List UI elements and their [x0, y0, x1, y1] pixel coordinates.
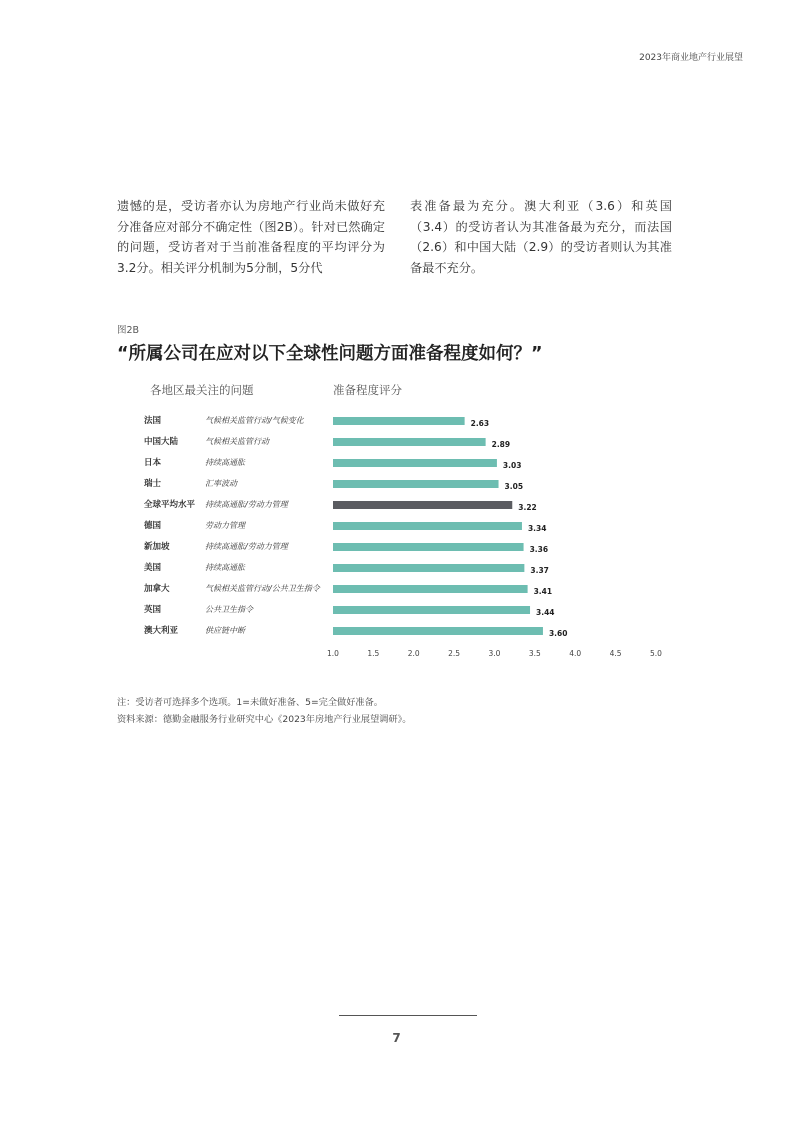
data-label: 2.63: [470, 419, 490, 428]
category-label: 瑞士: [144, 479, 162, 489]
bar: [333, 522, 522, 530]
page-number: 7: [392, 1031, 401, 1045]
data-label: 3.22: [518, 503, 537, 512]
figure-label: 图2B: [117, 325, 140, 336]
bar: [333, 438, 486, 446]
x-tick-label: 4.5: [609, 649, 622, 658]
issue-label: 供应链中断: [205, 626, 245, 635]
x-tick-label: 4.0: [569, 649, 582, 658]
data-label: 3.36: [529, 545, 549, 554]
x-tick-label: 5.0: [650, 649, 662, 658]
issue-label: 汇率波动: [205, 479, 237, 488]
category-label: 新加坡: [144, 542, 170, 552]
bar: [333, 627, 543, 635]
body-paragraph-right: 表准备最为充分。澳大利亚（3.6）和英国（3.4）的受访者认为其准备最为充分，而法国（2.6）和中国大陆（2.9）的受访者则认为其准备最不充分。: [410, 199, 672, 275]
category-label: 中国大陆: [144, 437, 179, 447]
category-label: 美国: [144, 563, 162, 573]
issue-label: 气候相关监管行动: [205, 437, 269, 446]
data-label: 3.34: [527, 524, 547, 533]
bar: [333, 585, 528, 593]
issue-label: 持续高通胀: [205, 563, 245, 572]
x-tick-label: 1.0: [327, 649, 339, 658]
issue-label: 持续高通胀/劳动力管理: [205, 500, 288, 509]
column-header-score: 准备程度评分: [333, 383, 402, 397]
chart-source: 资料来源：德勤金融服务行业研究中心《2023年房地产行业展望调研》。: [117, 714, 412, 725]
issue-label: 持续高通胀: [205, 458, 245, 467]
bar: [333, 417, 465, 425]
figure-title: “所属公司在应对以下全球性问题方面准备程度如何？”: [117, 344, 543, 364]
chart-note: 注：受访者可选择多个选项。1=未做好准备、5=完全做好准备。: [117, 697, 383, 708]
bar: [333, 501, 512, 509]
column-header-issues: 各地区最关注的问题: [150, 383, 254, 397]
category-label: 澳大利亚: [144, 626, 179, 636]
header-title: 2023年商业地产行业展望: [639, 53, 743, 63]
x-tick-label: 3.0: [488, 649, 501, 658]
category-label: 英国: [144, 605, 162, 615]
issue-label: 公共卫生指令: [205, 605, 253, 614]
issue-label: 气候相关监管行动/气候变化: [205, 416, 304, 425]
data-label: 3.37: [530, 566, 549, 575]
issue-label: 劳动力管理: [205, 521, 245, 530]
issue-label: 持续高通胀/劳动力管理: [205, 542, 288, 551]
x-tick-label: 1.5: [367, 649, 380, 658]
bar: [333, 543, 524, 551]
footer-divider: [339, 1015, 477, 1016]
data-label: 3.41: [533, 587, 553, 596]
data-label: 3.60: [548, 629, 568, 638]
data-label: 3.03: [502, 461, 522, 470]
data-label: 3.44: [536, 608, 555, 617]
bar: [333, 564, 524, 572]
bar: [333, 459, 497, 467]
issue-label: 气候相关监管行动/公共卫生指令: [205, 584, 320, 593]
category-label: 加拿大: [144, 584, 170, 594]
body-paragraph-left: 遗憾的是，受访者亦认为房地产行业尚未做好充分准备应对部分不确定性（图2B）。针对已然确定的问题，受访者对于当前准备程度的平均评分为3.2分。相关评分机制为5分制，5分代: [117, 199, 385, 275]
x-tick-label: 2.5: [448, 649, 461, 658]
data-label: 2.89: [491, 440, 511, 449]
category-label: 全球平均水平: [144, 500, 196, 510]
category-label: 日本: [144, 458, 162, 468]
bar: [333, 606, 530, 614]
x-tick-label: 2.0: [407, 649, 420, 658]
x-tick-label: 3.5: [528, 649, 541, 658]
data-label: 3.05: [504, 482, 524, 491]
bar: [333, 480, 499, 488]
category-label: 法国: [144, 416, 162, 426]
category-label: 德国: [144, 521, 162, 531]
